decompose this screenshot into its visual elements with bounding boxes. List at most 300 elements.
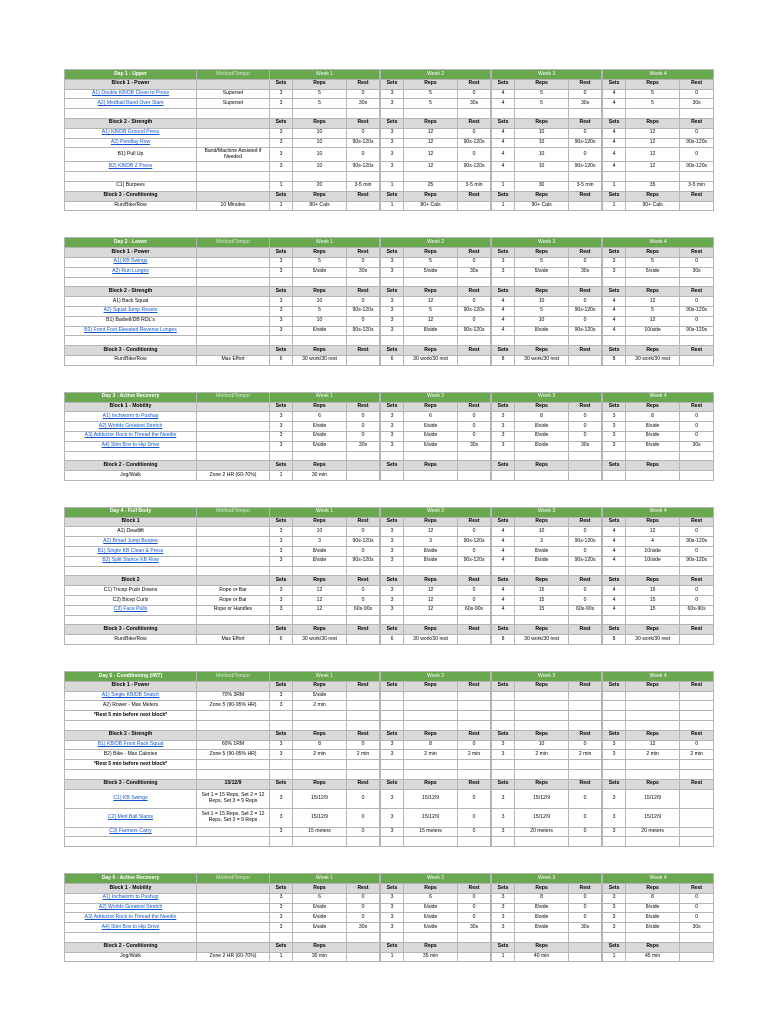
reps-value: 6/side [293, 326, 347, 336]
blank-cell [65, 172, 197, 182]
exercise-name[interactable]: C1) KB Swings [65, 789, 197, 808]
sets-header: Sets [270, 779, 293, 789]
reps-value: 15/12/9 [293, 789, 347, 808]
reps-value: 30 [515, 181, 569, 191]
sets-value: 3 [381, 89, 404, 99]
sets-value: 3 [270, 297, 293, 307]
blank-cell [404, 172, 458, 182]
sets-value: 1 [381, 181, 404, 191]
reps-value: 12 [626, 740, 680, 750]
blank-cell [458, 770, 491, 780]
reps-value: 5 [515, 99, 569, 109]
sets-value: 4 [603, 556, 626, 566]
sets-header: Sets [270, 461, 293, 471]
blank-cell [626, 932, 680, 942]
blank-cell [603, 615, 626, 625]
rest-value: 0 [680, 913, 714, 923]
sets-value: 4 [603, 316, 626, 326]
reps-value: 6/side [404, 441, 458, 451]
blank-cell [569, 451, 602, 461]
sets-value: 3 [603, 750, 626, 760]
reps-value: 5/side [293, 691, 347, 701]
rest-value: 90s-120s [680, 162, 714, 172]
exercise-name[interactable]: A1) Inchworm to Pushup [65, 893, 197, 903]
week-header: Week 1 [270, 672, 380, 682]
exercise-name[interactable]: A1) Double KB/DB Clean to Press [65, 89, 197, 99]
exercise-name[interactable]: C3) Face Pulls [65, 605, 197, 615]
rest-value: 0 [569, 412, 602, 422]
blank-cell [680, 566, 714, 576]
exercise-name[interactable]: A2) Broad Jump Burpee [65, 537, 197, 547]
blank-cell [492, 336, 515, 346]
block-header-row [65, 461, 714, 471]
sets-value [492, 701, 515, 711]
rest-value: 0 [458, 903, 491, 913]
day-header-row [65, 672, 714, 682]
sets-value: 3 [270, 750, 293, 760]
reps-header: Reps [404, 517, 458, 527]
rest-value: 0 [680, 422, 714, 432]
reps-value: 15/12/9 [515, 789, 569, 808]
sets-header: Sets [603, 942, 626, 952]
rest-value: 0 [680, 527, 714, 537]
sets-value: 3 [381, 923, 404, 933]
reps-header: Reps [515, 248, 569, 258]
week-header: Week 2 [381, 238, 491, 248]
rest-value: 0 [347, 297, 380, 307]
exercise-name[interactable]: A1) KB Swings [65, 257, 197, 267]
blank-cell [515, 172, 569, 182]
exercise-row [65, 913, 714, 923]
rest-value: 30s [458, 267, 491, 277]
reps-value: 3 [404, 537, 458, 547]
sets-value: 3 [492, 893, 515, 903]
exercise-name[interactable]: A3) Adductor Rock to Thread the Needle [65, 913, 197, 923]
reps-value: 20 meters [626, 827, 680, 837]
blank-cell [626, 172, 680, 182]
sets-value: 3 [270, 586, 293, 596]
rest-value: 90s-120s [458, 556, 491, 566]
reps-header: Reps [293, 248, 347, 258]
reps-value: 10 [293, 148, 347, 162]
exercise-row [65, 586, 714, 596]
block-header-row [65, 942, 714, 952]
exercise-name: C1) Burpees [65, 181, 197, 191]
exercise-name[interactable]: B2) Split Stance KB Row [65, 556, 197, 566]
rest-header: Rest [680, 884, 714, 894]
blank-cell [603, 451, 626, 461]
reps-value: 15/12/9 [626, 808, 680, 827]
sets-value: 3 [381, 556, 404, 566]
sets-header: Sets [270, 402, 293, 412]
rest-value: 0 [347, 89, 380, 99]
exercise-name[interactable]: B2) Front Foot Elevated Reverse Lunges [65, 326, 197, 336]
rest-value: 90s-120s [458, 537, 491, 547]
sets-value: 8 [492, 355, 515, 365]
sets-header: Sets [492, 287, 515, 297]
sets-header: Sets [603, 779, 626, 789]
reps-value: 12 [404, 586, 458, 596]
reps-value: 30 work/30 rest [626, 355, 680, 365]
reps-header: Reps [293, 118, 347, 128]
reps-value: 8/side [515, 422, 569, 432]
blank-cell [515, 932, 569, 942]
sets-header: Sets [603, 118, 626, 128]
rest-value: 0 [458, 808, 491, 827]
blank-cell [65, 932, 197, 942]
blank-cell [515, 336, 569, 346]
blank-cell [270, 721, 293, 731]
method-tempo [197, 942, 270, 952]
week-header: Week 3 [492, 672, 602, 682]
blank-cell [680, 770, 714, 780]
reps-header: Reps [404, 402, 458, 412]
reps-value [626, 691, 680, 701]
method-tempo [197, 326, 270, 336]
blank-cell [569, 172, 602, 182]
reps-header: Reps [626, 79, 680, 89]
exercise-name[interactable]: B1) KB/DB Front Rack Squat [65, 740, 197, 750]
sets-value: 3 [381, 148, 404, 162]
method-tempo [197, 287, 270, 297]
rest-header: Rest [569, 287, 602, 297]
rest-header: Rest [680, 79, 714, 89]
exercise-name[interactable]: B1) Single KB Clean & Press [65, 547, 197, 557]
rest-value: 0 [569, 422, 602, 432]
sets-value: 3 [270, 923, 293, 933]
sets-header: Sets [603, 461, 626, 471]
reps-value: 8/side [515, 547, 569, 557]
method-tempo: Max Effort [197, 635, 270, 645]
block-header-row [65, 402, 714, 412]
method-tempo [197, 711, 270, 721]
sets-value: 3 [492, 913, 515, 923]
sets-value: 1 [270, 181, 293, 191]
workout-spreadsheet [64, 69, 707, 962]
reps-value: 5 [626, 257, 680, 267]
sets-value: 4 [492, 297, 515, 307]
sets-header: Sets [381, 402, 404, 412]
exercise-name[interactable]: A4) Shin Box to Hip Drive [65, 441, 197, 451]
block-title: Block 1 - Mobility [65, 402, 197, 412]
reps-header: Reps [404, 118, 458, 128]
reps-header: Reps [293, 402, 347, 412]
method-tempo-header: Method/Tempo [197, 70, 270, 80]
blank-cell [270, 451, 293, 461]
blank-cell [492, 721, 515, 731]
exercise-name: Jog/Walk [65, 471, 197, 481]
sets-value: 3 [381, 750, 404, 760]
blank-cell [492, 277, 515, 287]
method-tempo [197, 402, 270, 412]
method-tempo: Zone 2 HR (60-70%) [197, 471, 270, 481]
reps-value: 3 [293, 537, 347, 547]
exercise-name[interactable]: A2) Pendlay Row [65, 138, 197, 148]
exercise-row [65, 701, 714, 711]
method-tempo [197, 681, 270, 691]
blank-cell [270, 615, 293, 625]
sets-value: 3 [381, 913, 404, 923]
rest-value: 0 [569, 547, 602, 557]
blank-cell [347, 770, 380, 780]
week-header: Week 3 [492, 874, 602, 884]
rest-value: 90s-120s [347, 162, 380, 172]
blank-cell [626, 109, 680, 119]
rest-header: Rest [680, 681, 714, 691]
exercise-name[interactable]: C3) Farmers Carry [65, 827, 197, 837]
block-title: Block 3 - Conditioning [65, 191, 197, 201]
sets-header: Sets [603, 625, 626, 635]
day-title: Day 3 - Active Recovery [65, 392, 197, 402]
rest-note: *Rest 5 min before next block* [65, 760, 197, 770]
sets-header: Sets [492, 346, 515, 356]
sets-value: 4 [492, 89, 515, 99]
method-tempo [197, 412, 270, 422]
reps-value: 8/side [515, 923, 569, 933]
rest-value: 0 [458, 89, 491, 99]
sets-value: 1 [603, 952, 626, 962]
block-header-row [65, 248, 714, 258]
sets-value: 6 [270, 635, 293, 645]
rest-header: Rest [347, 287, 380, 297]
sets-header: Sets [603, 681, 626, 691]
reps-value: 30 work/30 rest [293, 355, 347, 365]
rest-header: Rest [680, 779, 714, 789]
week-header: Week 2 [381, 672, 491, 682]
reps-value: 8/side [404, 556, 458, 566]
sets-header: Sets [603, 191, 626, 201]
sets-value: 3 [492, 750, 515, 760]
blank-row [65, 770, 714, 780]
blank-cell [515, 109, 569, 119]
exercise-name[interactable]: A2) Worlds Greatest Stretch [65, 422, 197, 432]
exercise-name: B2) Bike - Max Calories [65, 750, 197, 760]
blank-cell [492, 837, 515, 847]
blank-cell [197, 721, 270, 731]
exercise-name[interactable]: A3) Adductor Rock to Thread the Needle [65, 431, 197, 441]
reps-value: 12 [404, 297, 458, 307]
reps-header: Reps [626, 461, 680, 471]
reps-value [626, 701, 680, 711]
rest-value: 0 [347, 913, 380, 923]
method-tempo [197, 923, 270, 933]
reps-header: Reps [293, 730, 347, 740]
reps-value [626, 711, 680, 721]
rest-value: 30s [680, 441, 714, 451]
blank-cell [197, 770, 270, 780]
reps-value: 8/side [515, 556, 569, 566]
rest-header: Rest [569, 517, 602, 527]
blank-cell [458, 109, 491, 119]
reps-header: Reps [404, 461, 458, 471]
reps-value: 6/side [404, 422, 458, 432]
sets-value: 4 [603, 306, 626, 316]
method-tempo [197, 138, 270, 148]
rest-header: Rest [347, 779, 380, 789]
blank-cell [404, 109, 458, 119]
sets-value: 1 [381, 201, 404, 211]
exercise-name[interactable]: A1) KB/DB Ground Press [65, 128, 197, 138]
rest-value [347, 760, 380, 770]
method-tempo: 70% 3RM [197, 691, 270, 701]
rest-value: 90s-120s [347, 556, 380, 566]
exercise-name[interactable]: A1) Single KB/DB Snatch [65, 691, 197, 701]
exercise-name: A1) Back Squat [65, 297, 197, 307]
reps-header: Reps [515, 79, 569, 89]
blank-cell [270, 109, 293, 119]
sets-header: Sets [492, 517, 515, 527]
sets-value [381, 471, 404, 481]
rest-value: 0 [458, 148, 491, 162]
sets-header: Sets [492, 942, 515, 952]
reps-value: 10 [515, 138, 569, 148]
reps-header: Reps [515, 287, 569, 297]
method-tempo [197, 346, 270, 356]
sets-value: 3 [270, 412, 293, 422]
exercise-name[interactable]: A2) Worlds Greatest Stretch [65, 903, 197, 913]
exercise-row [65, 527, 714, 537]
block-title: Block 1 - Power [65, 248, 197, 258]
exercise-name[interactable]: A2) Medball Band Over Slam [65, 99, 197, 109]
exercise-row [65, 923, 714, 933]
blank-row [65, 451, 714, 461]
reps-value: 30 work/30 rest [404, 635, 458, 645]
blank-cell [680, 837, 714, 847]
rest-value [458, 471, 491, 481]
rest-value: 90s-120s [458, 162, 491, 172]
exercise-name: B1) Barbell/DB RDL's [65, 316, 197, 326]
reps-value: 15 [626, 586, 680, 596]
reps-value: 30 work/30 rest [626, 635, 680, 645]
exercise-name[interactable]: C2) Med Ball Slams [65, 808, 197, 827]
sets-value: 3 [492, 923, 515, 933]
reps-value: 6/side [404, 913, 458, 923]
rest-header: Rest [569, 402, 602, 412]
exercise-name[interactable]: A2) Run Lunges [65, 267, 197, 277]
sets-value: 4 [492, 316, 515, 326]
rest-value [569, 635, 602, 645]
rest-value: 60s-90s [569, 605, 602, 615]
blank-cell [515, 615, 569, 625]
exercise-row [65, 148, 714, 162]
block-title: Block 2 - Conditioning [65, 942, 197, 952]
rest-value: 0 [569, 128, 602, 138]
block-title: Block 2 - Strength [65, 730, 197, 740]
rest-value [569, 701, 602, 711]
reps-value: 8 [293, 740, 347, 750]
sets-header: Sets [492, 730, 515, 740]
reps-header: Reps [404, 681, 458, 691]
reps-value: 15 [626, 596, 680, 606]
week-header: Week 3 [492, 70, 602, 80]
rest-note: *Rest 5 min before next block* [65, 711, 197, 721]
blank-cell [347, 566, 380, 576]
reps-value: 12 [404, 605, 458, 615]
sets-value [492, 760, 515, 770]
exercise-name[interactable]: B2) KB/DB Z Press [65, 162, 197, 172]
sets-value: 3 [381, 586, 404, 596]
sets-header: Sets [492, 681, 515, 691]
exercise-row [65, 605, 714, 615]
reps-value: 3 [515, 537, 569, 547]
reps-value: 8 [515, 412, 569, 422]
reps-value: 5 [293, 306, 347, 316]
reps-value: 8 [626, 893, 680, 903]
rest-value: 90s-120s [347, 306, 380, 316]
exercise-row [65, 181, 714, 191]
sets-value: 3 [603, 808, 626, 827]
reps-header: Reps [626, 942, 680, 952]
sets-value: 3 [492, 740, 515, 750]
sets-value: 3 [270, 422, 293, 432]
sets-value: 3 [270, 148, 293, 162]
rest-header: Rest [458, 118, 491, 128]
sets-value: 4 [492, 556, 515, 566]
exercise-name: Jog/Walk [65, 952, 197, 962]
week-header: Week 4 [603, 70, 714, 80]
reps-value: 10 [293, 162, 347, 172]
sets-value: 3 [270, 431, 293, 441]
block-title: Block 2 - Strength [65, 118, 197, 128]
reps-value: 10 [515, 740, 569, 750]
blank-cell [458, 566, 491, 576]
blank-cell [404, 932, 458, 942]
block-title: Block 3 - Conditioning [65, 779, 197, 789]
exercise-name[interactable]: A4) Shin Box to Hip Drive [65, 923, 197, 933]
blank-cell [197, 837, 270, 847]
rest-value: 0 [458, 740, 491, 750]
blank-cell [492, 109, 515, 119]
sets-header: Sets [381, 576, 404, 586]
blank-cell [515, 277, 569, 287]
reps-header: Reps [626, 884, 680, 894]
sets-header: Sets [492, 402, 515, 412]
sets-value: 4 [492, 306, 515, 316]
exercise-name[interactable]: A1) Inchworm to Pushup [65, 412, 197, 422]
day-header-row [65, 238, 714, 248]
rest-header: Rest [569, 248, 602, 258]
reps-value: 15 [515, 596, 569, 606]
exercise-row [65, 556, 714, 566]
day-spacer [64, 366, 707, 392]
reps-value: 12 [293, 596, 347, 606]
method-tempo [197, 903, 270, 913]
reps-value [404, 471, 458, 481]
exercise-row [65, 422, 714, 432]
note-row [65, 711, 714, 721]
reps-value: 10 [293, 138, 347, 148]
exercise-name[interactable]: A2) Squat Jump Resets [65, 306, 197, 316]
reps-header: Reps [515, 730, 569, 740]
sets-value: 4 [492, 586, 515, 596]
blank-cell [65, 770, 197, 780]
reps-value: 30 work/30 rest [515, 635, 569, 645]
blank-cell [626, 336, 680, 346]
blank-cell [404, 770, 458, 780]
blank-cell [347, 277, 380, 287]
sets-value [381, 691, 404, 701]
rest-value: 0 [680, 257, 714, 267]
rest-value: 3-5 min [569, 181, 602, 191]
blank-cell [626, 451, 680, 461]
method-tempo [197, 517, 270, 527]
rest-value: 60s-90s [680, 605, 714, 615]
method-tempo [197, 576, 270, 586]
rest-header: Rest [458, 402, 491, 412]
reps-value: 8/side [626, 913, 680, 923]
method-tempo-header: Method/Tempo [197, 672, 270, 682]
blank-row [65, 721, 714, 731]
